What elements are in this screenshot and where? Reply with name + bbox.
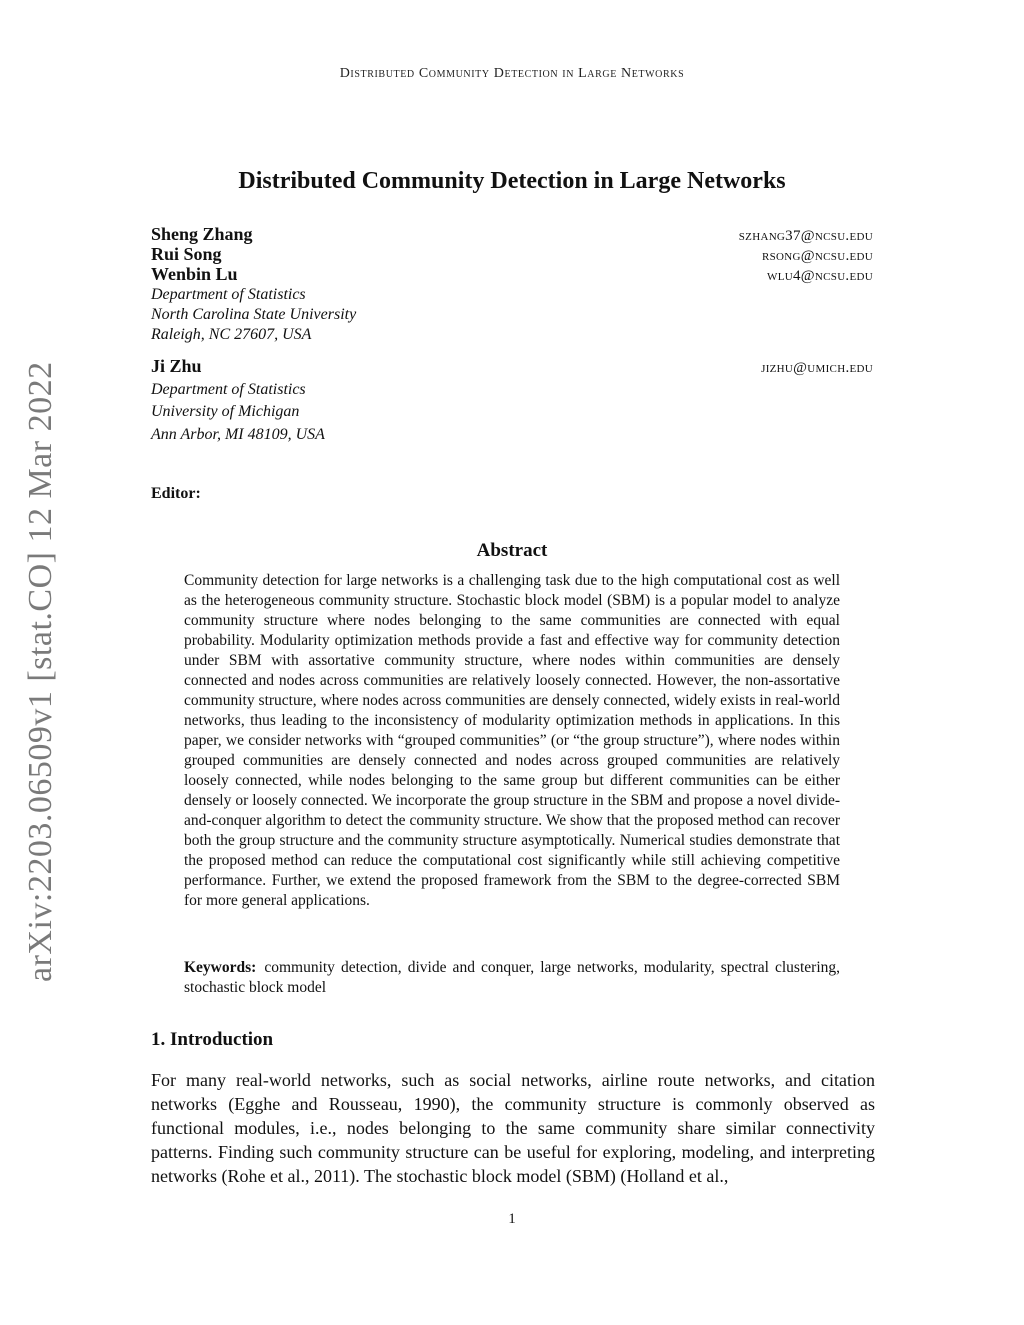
introduction-text: For many real-world networks, such as social networks, airline route networks, and citation networks (Egghe and Rousseau, 1990), the community structure is commonly observed as functional modules, i.e., nodes belonging to the same community share similar connectivity patterns. Finding such community structure can be useful for exploring, modeling, and interpreting networks (Rohe et al., 2011). The stochastic block model (SBM) (Holland et al., — [151, 1070, 875, 1186]
affiliation-address: Raleigh, NC 27607, USA — [151, 326, 312, 343]
author-row — [151, 224, 873, 245]
author-row — [151, 264, 873, 285]
arxiv-stamp[interactable]: arXiv:2203.06509v1 [stat.CO] 12 Mar 2022 — [22, 361, 59, 982]
page-number: 1 — [508, 1211, 516, 1227]
affiliation-address: Ann Arbor, MI 48109, USA — [151, 426, 325, 443]
abstract-heading: Abstract — [476, 540, 548, 561]
author-row — [151, 244, 873, 265]
author-email[interactable]: rsong@ncsu.edu — [762, 248, 873, 264]
abstract-text: Community detection for large networks is a challenging task due to the high computational cost as well as the heterogeneous community structure. Stochastic block model (SBM) is a popular model to analyze community structure where nodes belonging to the same communities are connected with equal probability. Modularity optimization methods provide a fast and effective way for community detection under SBM with assortative community structure, where nodes within communities are densely connected and nodes across communities are relatively loosely connected. However, the non-assortative community structure, where nodes across communities are densely connected, widely exists in real-world networks, thus leading to the inconsistency of modularity optimization methods in applications. In this paper, we consider networks with “grouped communities” (or “the group structure”), where nodes within grouped communities are densely connected and nodes across grouped communities are relatively loosely connected, while nodes belonging to the same group but different communities can be either densely or loosely connected. We incorporate the group structure in the SBM and propose a novel divide-and-conquer algorithm to detect the community structure. We show that the proposed method can recover both the group structure and the community structure asymptotically. Numerical studies demonstrate that the proposed method can reduce the computational cost significantly while still achieving competitive performance. Further, we extend the proposed framework from the SBM to the degree-corrected SBM for more general applications. — [184, 572, 840, 909]
author-row — [151, 356, 873, 377]
affiliation-department: Department of Statistics — [151, 286, 306, 303]
affiliation-university: University of Michigan — [151, 403, 300, 420]
keywords — [184, 958, 840, 998]
author-name: Wenbin Lu — [151, 264, 238, 284]
author-email[interactable]: jizhu@umich.edu — [761, 360, 873, 376]
keywords-text: community detection, divide and conquer, large networks, modularity, spectral clustering, stochastic block model — [184, 959, 840, 996]
paper-title: Distributed Community Detection in Large Networks — [238, 168, 786, 194]
author-email[interactable]: wlu4@ncsu.edu — [767, 268, 873, 284]
author-name: Rui Song — [151, 244, 222, 264]
section-heading-introduction: 1. Introduction — [151, 1029, 274, 1050]
keywords-label: Keywords: — [184, 959, 257, 976]
running-header: Distributed Community Detection in Large Networks — [339, 66, 685, 81]
editor-label: Editor: — [151, 485, 201, 502]
author-email[interactable]: szhang37@ncsu.edu — [738, 228, 873, 244]
author-name: Ji Zhu — [151, 356, 202, 376]
author-name: Sheng Zhang — [151, 224, 253, 244]
affiliation-university: North Carolina State University — [151, 306, 357, 323]
affiliation-department: Department of Statistics — [151, 381, 306, 398]
